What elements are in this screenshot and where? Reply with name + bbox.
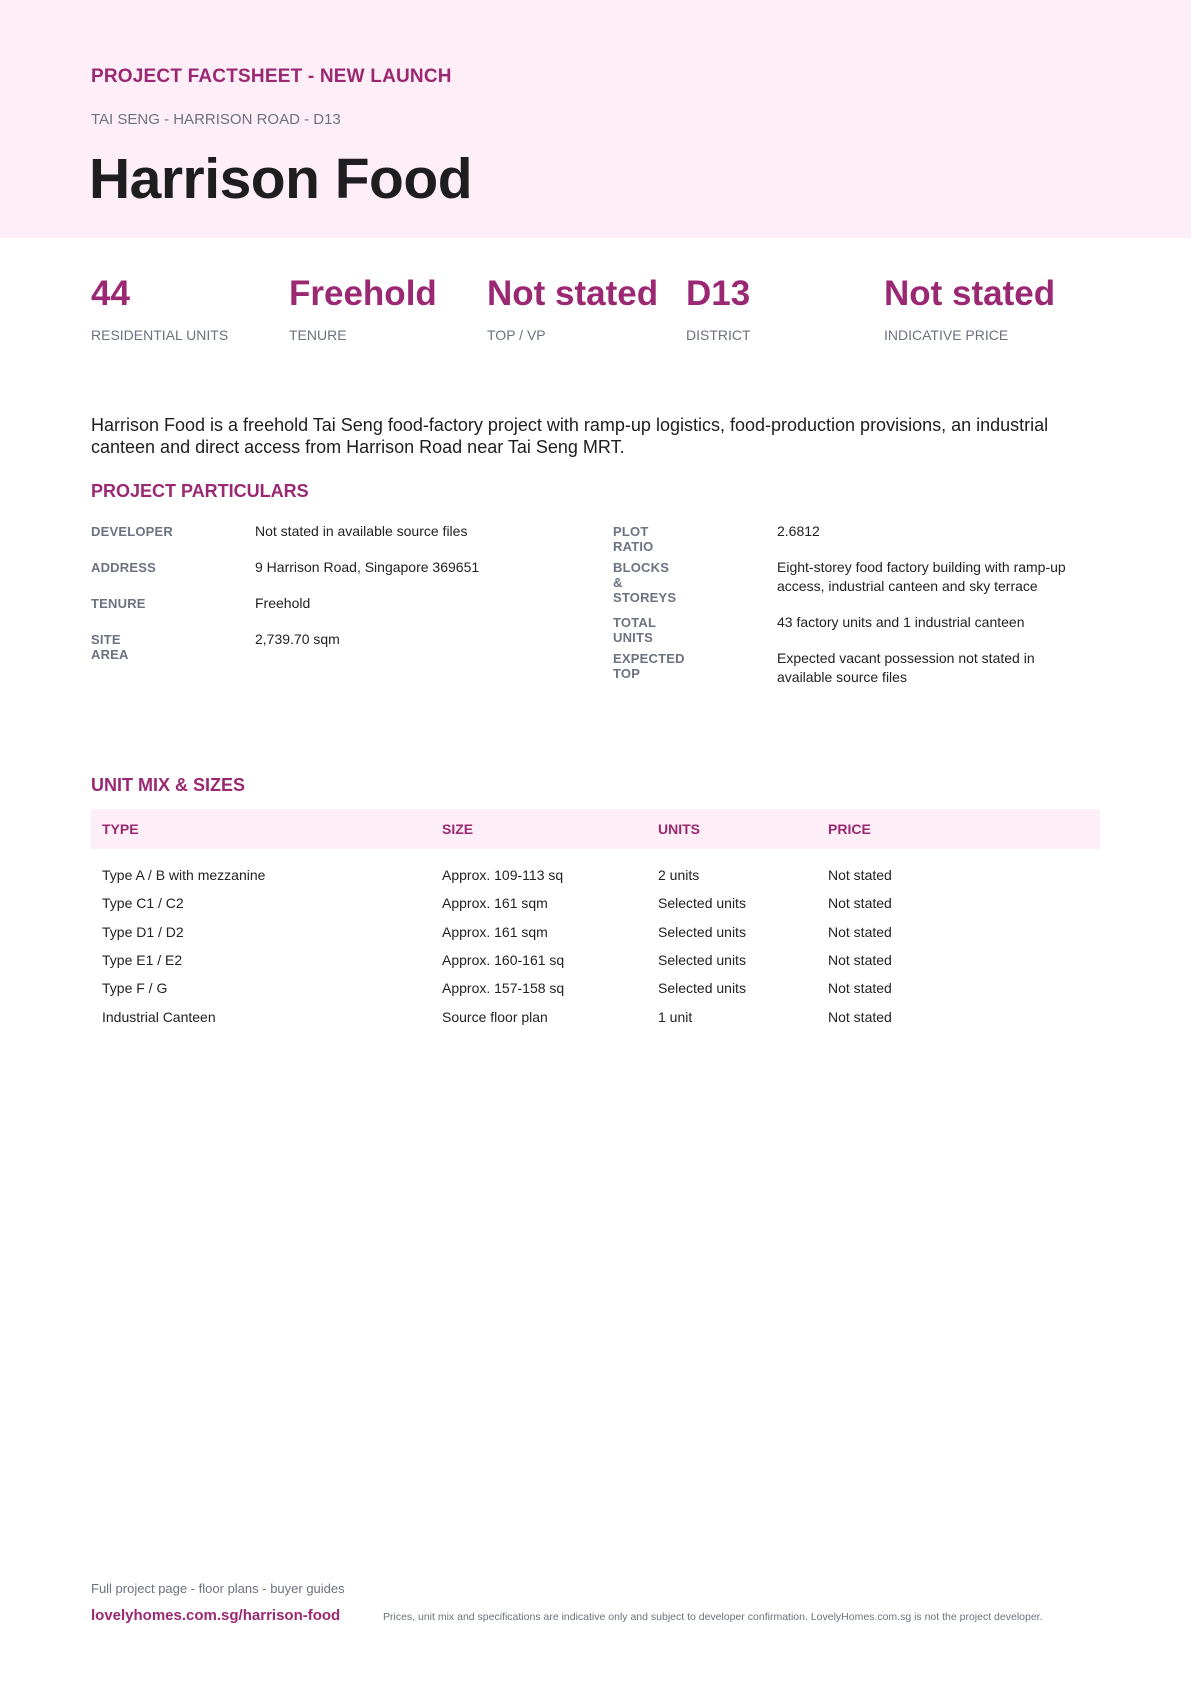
particular-key: TENURE [91, 596, 146, 611]
cell-type: Industrial Canteen [102, 1008, 216, 1025]
column-header-price: PRICE [828, 821, 871, 837]
table-row [91, 1002, 1100, 1030]
cell-size: Approx. 161 sqm [442, 923, 548, 940]
stat-residential-units [91, 273, 281, 343]
hero-banner [0, 0, 1191, 238]
particular-value: Eight-storey food factory building with ramp-up access, industrial canteen and sky terrace [777, 559, 1066, 594]
unit-mix-table [91, 809, 1100, 1031]
stat-district [686, 273, 876, 343]
page-title: Harrison Food [89, 147, 473, 211]
cell-units: Selected units [658, 980, 746, 997]
stat-value: Not stated [487, 274, 659, 313]
cell-price: Not stated [828, 1008, 892, 1025]
cell-type: Type D1 / D2 [102, 923, 184, 940]
stat-label: DISTRICT [686, 327, 751, 343]
particular-key: EXPECTED TOP [613, 651, 685, 681]
cell-units: Selected units [658, 895, 746, 912]
stat-top-vp [487, 273, 677, 343]
factsheet-eyebrow: PROJECT FACTSHEET - NEW LAUNCH [91, 66, 452, 87]
project-summary: Harrison Food is a freehold Tai Seng food-factory project with ramp-up logistics, food-production provisions, an industrial canteen and direct access from Harrison Road near Tai Seng MRT. [91, 415, 1049, 457]
particular-value: 2.6812 [777, 523, 820, 539]
particular-key: PLOT RATIO [613, 524, 654, 554]
particular-value: 2,739.70 sqm [255, 631, 340, 647]
column-header-size: SIZE [442, 821, 474, 837]
particular-key: TOTAL UNITS [613, 615, 656, 645]
cell-units: 1 unit [658, 1008, 693, 1025]
location-line: TAI SENG - HARRISON ROAD - D13 [91, 111, 341, 128]
stat-value: Not stated [884, 274, 1056, 313]
particular-key: DEVELOPER [91, 524, 173, 539]
cell-price: Not stated [828, 952, 892, 969]
particular-key: ADDRESS [91, 560, 156, 575]
cell-type: Type C1 / C2 [102, 895, 184, 912]
particular-value: 43 factory units and 1 industrial canteen [777, 614, 1025, 630]
table-row [91, 946, 1100, 974]
cell-price: Not stated [828, 867, 892, 884]
particular-value: Freehold [255, 595, 311, 611]
unit-mix-heading: UNIT MIX & SIZES [91, 775, 246, 795]
cell-size: Approx. 160-161 sq [442, 952, 565, 969]
cell-price: Not stated [828, 980, 892, 997]
footer-tagline: Full project page - floor plans - buyer guides [91, 1581, 345, 1596]
cell-units: 2 units [658, 867, 700, 884]
stat-label: INDICATIVE PRICE [884, 327, 1009, 343]
table-row [91, 918, 1100, 946]
cell-price: Not stated [828, 923, 892, 940]
table-row [91, 849, 1100, 889]
stat-value: D13 [686, 274, 751, 313]
cell-type: Type F / G [102, 980, 168, 997]
stat-label: TENURE [289, 327, 347, 343]
cell-price: Not stated [828, 895, 892, 912]
column-header-units: UNITS [658, 821, 700, 837]
footer-disclaimer: Prices, unit mix and specifications are indicative only and subject to developer confirmation. LovelyHomes.com.sg is not the project developer. [383, 1611, 1043, 1623]
stat-label: RESIDENTIAL UNITS [91, 327, 229, 343]
particular-key: SITE AREA [91, 632, 129, 662]
stat-label: TOP / VP [487, 327, 546, 343]
table-row [91, 889, 1100, 917]
cell-size: Approx. 161 sqm [442, 895, 548, 912]
stat-indicative-price [884, 273, 1074, 343]
cell-units: Selected units [658, 923, 746, 940]
particular-key: BLOCKS & STOREYS [613, 560, 677, 605]
cell-size: Approx. 109-113 sq [442, 867, 564, 884]
particular-value: Expected vacant possession not stated in available source files [777, 650, 1035, 685]
project-page-link[interactable]: lovelyhomes.com.sg/harrison-food [91, 1607, 341, 1624]
cell-type: Type A / B with mezzanine [102, 867, 266, 884]
particular-value: Not stated in available source files [255, 523, 468, 539]
table-header-row [91, 809, 1100, 849]
cell-type: Type E1 / E2 [102, 952, 183, 969]
particular-value: 9 Harrison Road, Singapore 369651 [255, 559, 480, 575]
cell-size: Source floor plan [442, 1008, 548, 1025]
stat-value: Freehold [289, 274, 437, 313]
cell-size: Approx. 157-158 sq [442, 980, 565, 997]
stat-value: 44 [91, 274, 130, 313]
stat-tenure [289, 273, 479, 343]
particulars-heading: PROJECT PARTICULARS [91, 481, 309, 501]
column-header-type: TYPE [102, 821, 139, 837]
cell-units: Selected units [658, 952, 746, 969]
table-row [91, 974, 1100, 1002]
